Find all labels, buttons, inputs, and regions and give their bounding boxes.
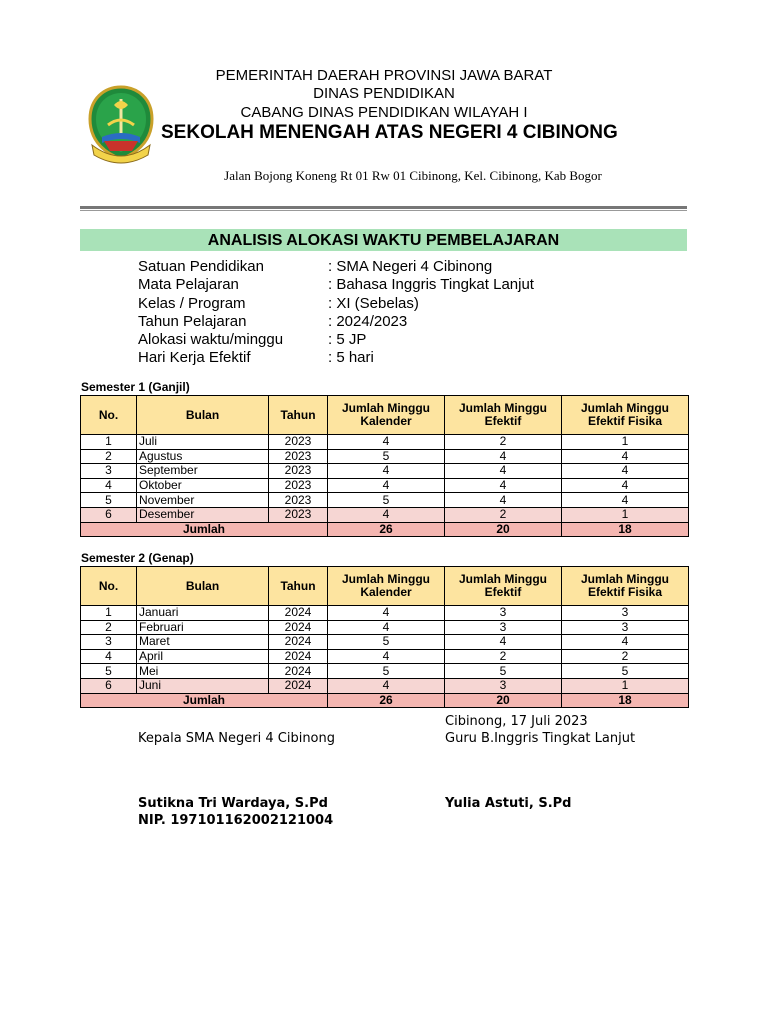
cell-bulan: November bbox=[137, 493, 269, 508]
cell-no: 6 bbox=[81, 678, 137, 693]
cell-efektif: 2 bbox=[445, 435, 562, 450]
school-name: SEKOLAH MENENGAH ATAS NEGERI 4 CIBINONG bbox=[161, 122, 618, 143]
signature-left-name: Sutikna Tri Wardaya, S.Pd bbox=[138, 796, 328, 811]
header-divider bbox=[80, 206, 687, 209]
cell-tahun: 2024 bbox=[269, 664, 328, 679]
cell-fisika: 3 bbox=[562, 606, 689, 621]
cell-kalender: 4 bbox=[328, 478, 445, 493]
column-header: Jumlah Minggu Efektif Fisika bbox=[562, 567, 689, 606]
cell-bulan: Juli bbox=[137, 435, 269, 450]
cell-no: 3 bbox=[81, 464, 137, 479]
total-efektif: 20 bbox=[445, 693, 562, 708]
cell-bulan: Desember bbox=[137, 507, 269, 522]
cell-kalender: 5 bbox=[328, 449, 445, 464]
info-key: Satuan Pendidikan bbox=[138, 258, 264, 275]
column-header: Tahun bbox=[269, 567, 328, 606]
semester2-title: Semester 2 (Genap) bbox=[81, 551, 194, 565]
cell-fisika: 4 bbox=[562, 464, 689, 479]
column-header: Jumlah Minggu Kalender bbox=[328, 396, 445, 435]
cell-fisika: 5 bbox=[562, 664, 689, 679]
info-key: Tahun Pelajaran bbox=[138, 312, 247, 330]
cell-no: 5 bbox=[81, 493, 137, 508]
total-fisika: 18 bbox=[562, 522, 689, 537]
table-row bbox=[81, 649, 689, 664]
cell-kalender: 4 bbox=[328, 606, 445, 621]
table-row bbox=[81, 493, 689, 508]
info-row bbox=[138, 331, 534, 349]
cell-kalender: 5 bbox=[328, 635, 445, 650]
signature-right-role: Guru B.Inggris Tingkat Lanjut bbox=[445, 731, 636, 746]
table-row bbox=[81, 678, 689, 693]
cell-efektif: 2 bbox=[445, 649, 562, 664]
cell-fisika: 1 bbox=[562, 435, 689, 450]
cell-efektif: 3 bbox=[445, 678, 562, 693]
info-row bbox=[138, 313, 534, 331]
table-row bbox=[81, 635, 689, 650]
header-line-agency: DINAS PENDIDIKAN bbox=[313, 85, 455, 102]
info-row bbox=[138, 276, 534, 294]
cell-fisika: 2 bbox=[562, 649, 689, 664]
header-line-branch: CABANG DINAS PENDIDIKAN WILAYAH I bbox=[240, 104, 528, 121]
cell-fisika: 4 bbox=[562, 635, 689, 650]
cell-kalender: 4 bbox=[328, 435, 445, 450]
info-value: : 5 hari bbox=[328, 349, 374, 367]
cell-no: 5 bbox=[81, 664, 137, 679]
cell-bulan: Agustus bbox=[137, 449, 269, 464]
semester2-table bbox=[80, 566, 689, 708]
cell-no: 2 bbox=[81, 449, 137, 464]
cell-fisika: 4 bbox=[562, 449, 689, 464]
cell-tahun: 2023 bbox=[269, 507, 328, 522]
info-key: Hari Kerja Efektif bbox=[138, 349, 251, 367]
total-kalender: 26 bbox=[328, 522, 445, 537]
cell-no: 4 bbox=[81, 478, 137, 493]
info-value: : 2024/2023 bbox=[328, 312, 408, 330]
cell-bulan: April bbox=[137, 649, 269, 664]
table-row bbox=[81, 664, 689, 679]
table-row bbox=[81, 464, 689, 479]
table-header-row bbox=[81, 396, 689, 435]
column-header: Jumlah Minggu Kalender bbox=[328, 567, 445, 606]
column-header: Bulan bbox=[137, 567, 269, 606]
cell-no: 1 bbox=[81, 435, 137, 450]
cell-tahun: 2024 bbox=[269, 678, 328, 693]
cell-tahun: 2024 bbox=[269, 635, 328, 650]
cell-efektif: 4 bbox=[445, 449, 562, 464]
table-header-row bbox=[81, 567, 689, 606]
header-divider-thin bbox=[80, 210, 687, 211]
info-value: : XI (Sebelas) bbox=[328, 294, 419, 312]
total-efektif: 20 bbox=[445, 522, 562, 537]
semester1-title: Semester 1 (Ganjil) bbox=[81, 380, 190, 394]
total-label: Jumlah bbox=[81, 522, 328, 537]
cell-bulan: Maret bbox=[137, 635, 269, 650]
cell-kalender: 4 bbox=[328, 649, 445, 664]
cell-tahun: 2024 bbox=[269, 620, 328, 635]
info-key: Kelas / Program bbox=[138, 294, 246, 312]
cell-efektif: 2 bbox=[445, 507, 562, 522]
cell-tahun: 2024 bbox=[269, 649, 328, 664]
cell-tahun: 2023 bbox=[269, 449, 328, 464]
column-header: No. bbox=[81, 396, 137, 435]
signature-left-nip: NIP. 197101162002121004 bbox=[138, 813, 334, 828]
cell-tahun: 2024 bbox=[269, 606, 328, 621]
cell-efektif: 3 bbox=[445, 620, 562, 635]
table-row bbox=[81, 478, 689, 493]
cell-no: 4 bbox=[81, 649, 137, 664]
info-value: : Bahasa Inggris Tingkat Lanjut bbox=[328, 276, 534, 294]
cell-tahun: 2023 bbox=[269, 464, 328, 479]
table-row bbox=[81, 507, 689, 522]
cell-tahun: 2023 bbox=[269, 435, 328, 450]
cell-no: 3 bbox=[81, 635, 137, 650]
cell-efektif: 5 bbox=[445, 664, 562, 679]
info-key: Mata Pelajaran bbox=[138, 276, 239, 294]
cell-tahun: 2023 bbox=[269, 493, 328, 508]
total-row bbox=[81, 522, 689, 537]
table-row bbox=[81, 606, 689, 621]
total-kalender: 26 bbox=[328, 693, 445, 708]
cell-no: 1 bbox=[81, 606, 137, 621]
cell-bulan: Mei bbox=[137, 664, 269, 679]
cell-kalender: 5 bbox=[328, 493, 445, 508]
cell-kalender: 5 bbox=[328, 664, 445, 679]
semester1-table bbox=[80, 395, 689, 537]
cell-fisika: 1 bbox=[562, 678, 689, 693]
signature-place-date: Cibinong, 17 Juli 2023 bbox=[445, 714, 588, 729]
cell-no: 2 bbox=[81, 620, 137, 635]
cell-efektif: 3 bbox=[445, 606, 562, 621]
cell-bulan: September bbox=[137, 464, 269, 479]
cell-fisika: 3 bbox=[562, 620, 689, 635]
info-value: : 5 JP bbox=[328, 331, 367, 349]
table-row bbox=[81, 620, 689, 635]
column-header: Bulan bbox=[137, 396, 269, 435]
cell-kalender: 4 bbox=[328, 678, 445, 693]
signature-left-role: Kepala SMA Negeri 4 Cibinong bbox=[138, 731, 335, 746]
cell-fisika: 1 bbox=[562, 507, 689, 522]
cell-bulan: Juni bbox=[137, 678, 269, 693]
signature-right-name: Yulia Astuti, S.Pd bbox=[445, 796, 572, 811]
table-row bbox=[81, 449, 689, 464]
cell-tahun: 2023 bbox=[269, 478, 328, 493]
cell-bulan: Februari bbox=[137, 620, 269, 635]
info-key: Alokasi waktu/minggu bbox=[138, 331, 284, 349]
total-label: Jumlah bbox=[81, 693, 328, 708]
cell-bulan: Oktober bbox=[137, 478, 269, 493]
column-header: Jumlah Minggu Efektif bbox=[445, 567, 562, 606]
cell-kalender: 4 bbox=[328, 620, 445, 635]
column-header: Jumlah Minggu Efektif Fisika bbox=[562, 396, 689, 435]
column-header: Tahun bbox=[269, 396, 328, 435]
school-address: Jalan Bojong Koneng Rt 01 Rw 01 Cibinong, Kel. Cibinong, Kab Bogor bbox=[224, 168, 602, 183]
table-row bbox=[81, 435, 689, 450]
cell-kalender: 4 bbox=[328, 464, 445, 479]
total-row bbox=[81, 693, 689, 708]
cell-no: 6 bbox=[81, 507, 137, 522]
info-row bbox=[138, 258, 534, 276]
info-value: : SMA Negeri 4 Cibinong bbox=[328, 258, 493, 275]
column-header: No. bbox=[81, 567, 137, 606]
cell-efektif: 4 bbox=[445, 493, 562, 508]
cell-bulan: Januari bbox=[137, 606, 269, 621]
cell-efektif: 4 bbox=[445, 464, 562, 479]
info-row bbox=[138, 295, 534, 313]
total-fisika: 18 bbox=[562, 693, 689, 708]
cell-fisika: 4 bbox=[562, 478, 689, 493]
cell-fisika: 4 bbox=[562, 493, 689, 508]
info-block bbox=[138, 258, 534, 368]
column-header: Jumlah Minggu Efektif bbox=[445, 396, 562, 435]
header-line-province: PEMERINTAH DAERAH PROVINSI JAWA BARAT bbox=[215, 67, 553, 84]
document-title: ANALISIS ALOKASI WAKTU PEMBELAJARAN bbox=[80, 229, 687, 251]
cell-efektif: 4 bbox=[445, 635, 562, 650]
cell-kalender: 4 bbox=[328, 507, 445, 522]
info-row bbox=[138, 349, 534, 367]
cell-efektif: 4 bbox=[445, 478, 562, 493]
